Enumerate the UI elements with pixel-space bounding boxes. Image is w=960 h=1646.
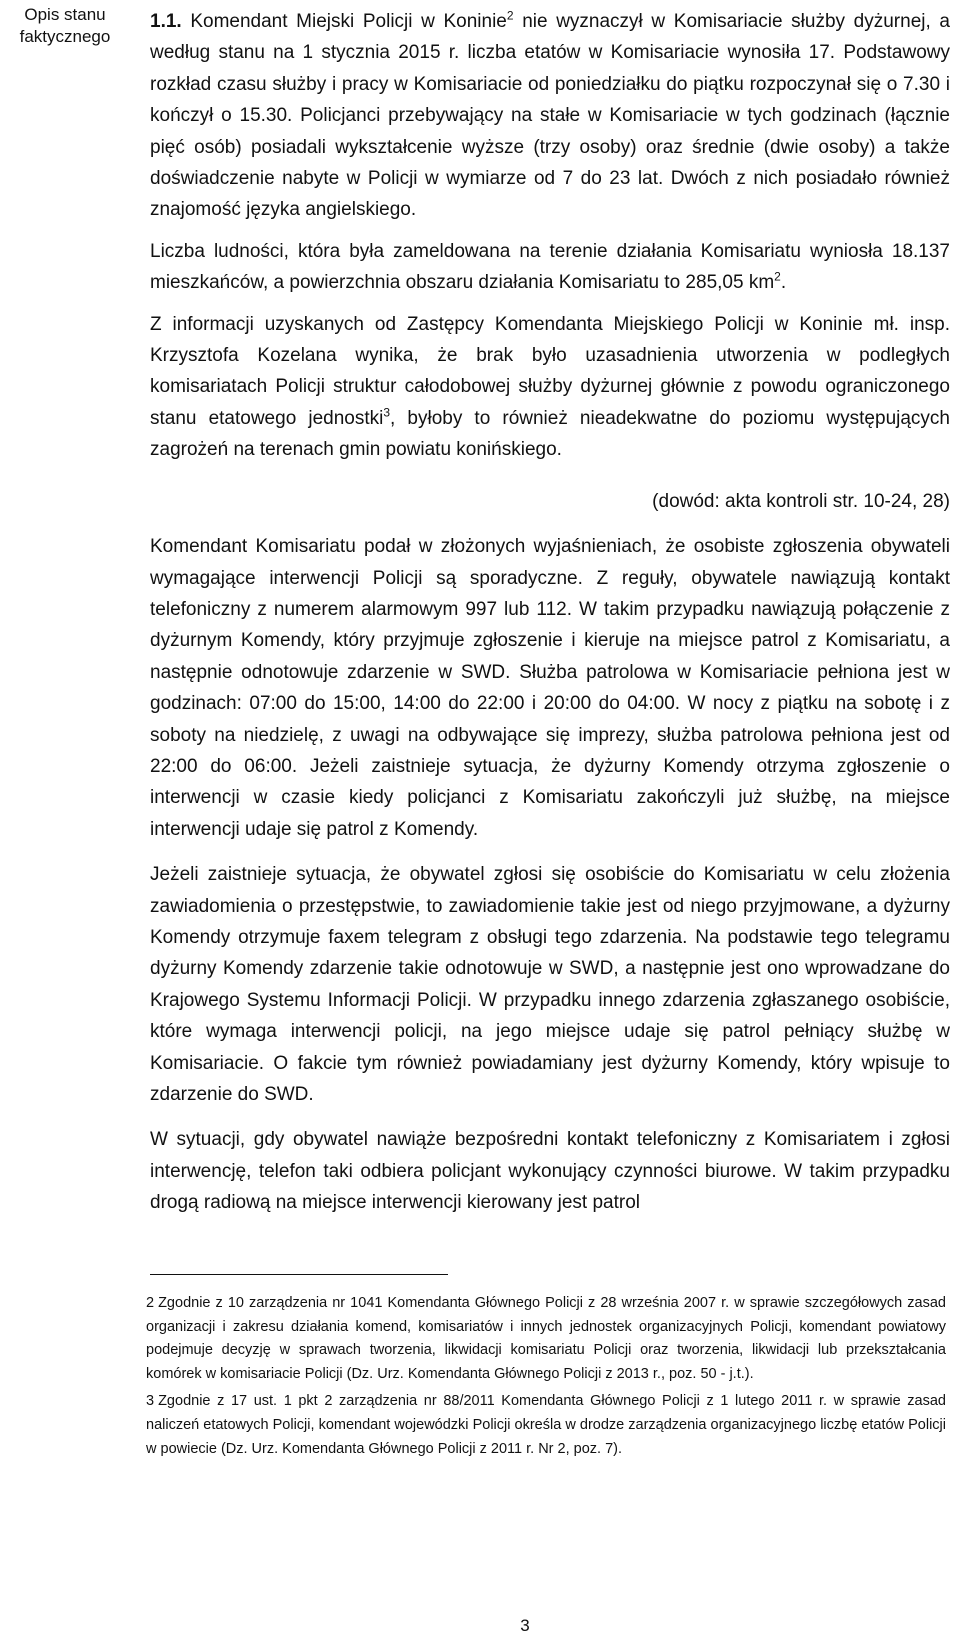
footnote-3 [146,1390,946,1461]
paragraph-1-text-b: nie wyznaczył w Komisariacie służby dyżurnej, a według stanu na 1 stycznia 2015 r. liczba etatów w Komisariacie wynosiła 17. Podstawowy rozkład czasu służby i pracy w Komisariacie od poniedziałku do piątku rozpoczynał się o 7.30 i kończył o 15.30. Policjanci przebywający na stałe w Komisariacie w tych godzinach (łącznie pięć osób) posiadali wykształcenie wyższe (trzy osoby) oraz średnie (dwie osoby) a także doświadczenie nabyte w Policji w wymiarze od 7 do 23 lat. Dwóch z nich posiadało również znajomość języka angielskiego. [150,11,950,221]
paragraph-3 [150,309,950,466]
footnote-text: Zgodnie z 17 ust. 1 pkt 2 zarządzenia nr 88/2011 Komendanta Głównego Policji z 1 lutego 2011 r. w sprawie zasad naliczeń etatowych Policji, komendant wojewódzki Policji określa w drodze zarządzenia organizacyjnego liczbę etatów Policji w powiecie (Dz. Urz. Komendanta Głównego Policji z 2011 r. Nr 2, poz. 7). [146,1393,946,1457]
page-number: 3 [520,1616,530,1635]
paragraph-2-text-a: Liczba ludności, która była zameldowana na terenie działania Komisariatu wyniosła 18.137 mieszkańców, a powierzchnia obszaru działania Komisariatu to 285,05 km [150,240,950,294]
paragraph-2 [150,236,950,299]
footnote-number: 2 [146,1295,155,1311]
paragraph-4: Komendant Komisariatu podał w złożonych wyjaśnieniach, że osobiste zgłoszenia obywateli wymagające interwencji Policji są sporadyczne. Z reguły, obywatele nawiązują kontakt telefoniczny z numerem alarmowym 997 lub 112. W takim przypadku nawiązują połączenie z dyżurnym Komendy, który przyjmuje zgłoszenie i kieruje na miejsce patrol z Komisariatu, a następnie odnotowuje zdarzenie w SWD. Służba patrolowa w Komisariacie pełniona jest w godzinach: 07:00 do 15:00, 14:00 do 22:00 i 20:00 do 04:00. W nocy z piątku na sobotę i z soboty na niedzielę, z uwagi na odbywające się imprezy, służba patrolowa pełniona jest od 22:00 do 06:00. Jeżeli zaistnieje sytuacja, że dyżurny Komendy otrzyma zgłoszenie o interwencji w czasie kiedy policjanci z Komisariatu zakończyli już służbę, na miejsce interwencji udaje się patrol z Komendy. [150,536,950,840]
paragraph-3-text-a: Z informacji uzyskanych od Zastępcy Komendanta Miejskiego Policji w Koninie mł. insp. Krzysztofa Kozelana wynika, że brak było uzasadnienia utworzenia w podległych komisariatach Policji struktur całodobowej służby dyżurnej głównie z powodu ograniczonego stanu etatowego jednostki [150,313,950,429]
superscript-squared: 2 [774,269,781,284]
footnote-ref-3[interactable]: 3 [383,405,391,420]
footnote-text: Zgodnie z 10 zarządzenia nr 1041 Komendanta Głównego Policji z 28 września 2007 r. w sprawie szczegółowych zasad organizacji i zakresu działania komend, komisariatów i innych jednostek organizacyjnych Policji, komendant powiatowy podejmuje decyzję w sprawach tworzenia, likwidacji komisariatu Policji oraz tworzenia, likwidacji lub przekształcania komórek w komisariacie Policji (Dz. Urz. Komendanta Głównego Policji z 2013 r., poz. 50 - j.t.). [146,1295,946,1382]
paragraph-1 [150,6,950,226]
footnotes [146,1292,946,1465]
footnote-2 [146,1292,946,1386]
footnote-separator [150,1274,448,1275]
footnote-ref-2[interactable]: 2 [506,8,514,23]
paragraph-6: W sytuacji, gdy obywatel nawiąże bezpośredni kontakt telefoniczny z Komisariatem i zgłosi interwencję, telefon taki odbiera policjant wykonujący czynności biurowe. W takim przypadku drogą radiową na miejsce interwencji kierowany jest patrol [150,1129,950,1214]
document-body [150,6,950,1219]
paragraph-2-text-b: . [780,272,787,294]
paragraph-5: Jeżeli zaistnieje sytuacja, że obywatel zgłosi się osobiście do Komisariatu w celu złożenia zawiadomienia o przestępstwie, to zawiadomienie takie jest od niego przyjmowane, a dyżurny Komendy otrzymuje faxem telegram z obsługi tego zdarzenia. Na podstawie tego telegramu dyżurny Komendy zdarzenie takie odnotowuje w SWD, a następnie jest ono wprowadzane do Krajowego Systemu Informacji Policji. W przypadku innego zdarzenia zgłaszanego osobiście, które wymaga interwencji policji, na jego miejsce udaje się patrol pełniący służbę w Komisariacie. O fakcie tym również powiadamiany jest dyżurny Komendy, który wpisuje to zdarzenie do SWD. [150,864,950,1105]
section-side-label: Opis stanu faktycznego [19,5,111,46]
section-number: 1.1. [150,11,182,32]
footnote-number: 3 [146,1393,155,1410]
paragraph-1-text-a: Komendant Miejski Policji w Koninie [181,11,507,32]
paragraph-3-text-b: , byłoby to również nieadekwatne do poziomu występujących zagrożeń na terenach gmin powiatu konińskiego. [150,407,950,461]
evidence-reference: (dowód: akta kontroli str. 10-24, 28) [652,490,950,512]
